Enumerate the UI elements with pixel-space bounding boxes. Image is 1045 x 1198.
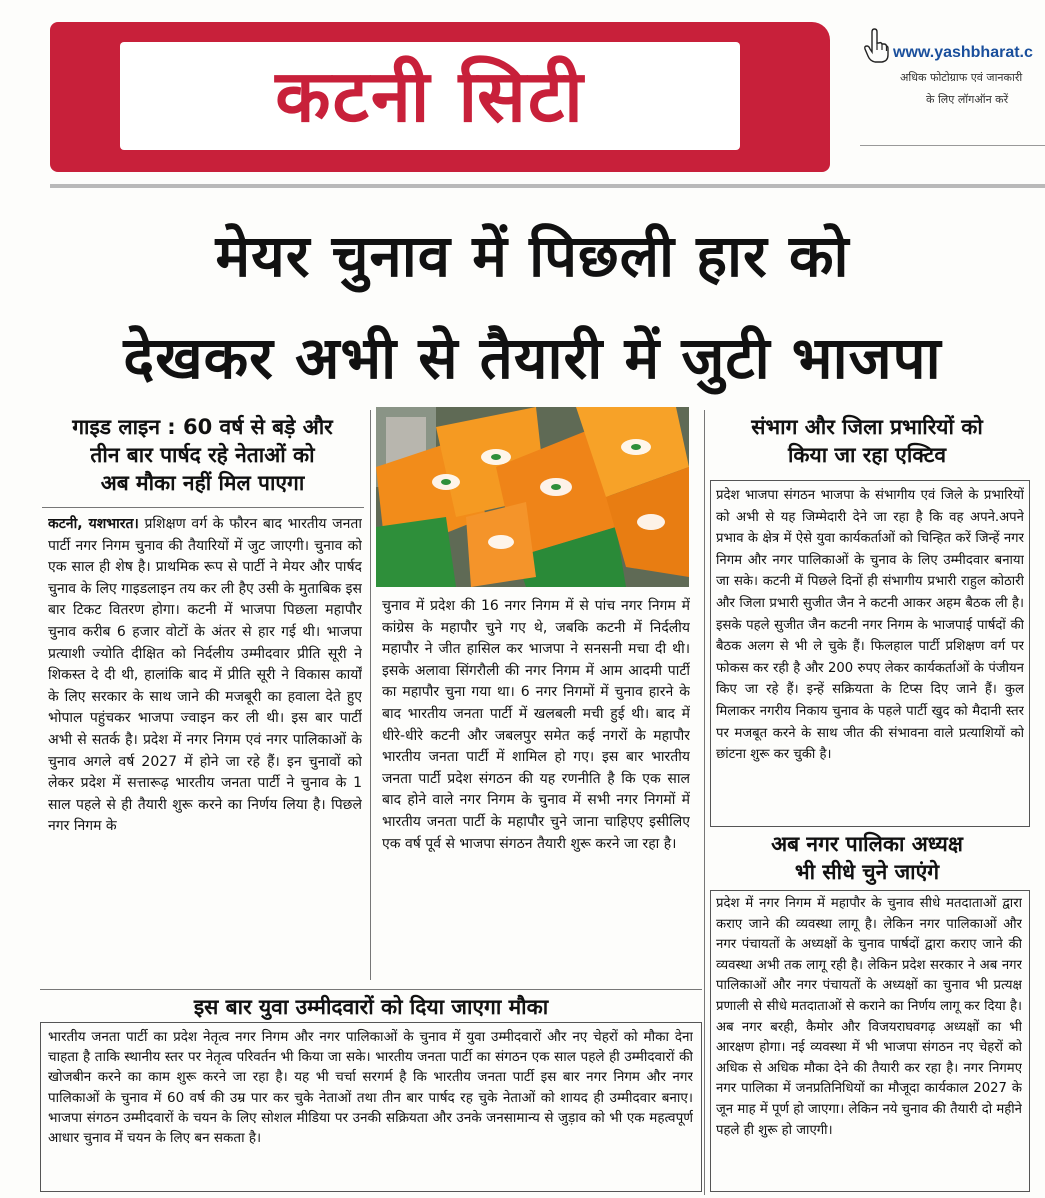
- website-link[interactable]: www.yashbharat.c: [893, 44, 1033, 61]
- left-article-body: [48, 514, 362, 979]
- website-note-line1: अधिक फोटोग्राफ एवं जानकारी: [900, 71, 1023, 84]
- bottom-box-top-rule: [40, 989, 702, 990]
- hand-pointer-icon: [862, 28, 890, 64]
- left-subheading: [40, 413, 365, 497]
- middle-article-body: चुनाव में प्रदेश की 16 नगर निगम में से पांच नगर निगम में कांग्रेस के महापौर चुने गए थे, जबकि कटनी में निर्दलीय महापौर ने जीत हासिल कर भाजपा ने सनसनी मचा दी थी। इसके अलावा सिंगरौली की नगर निगम में आम आदमी पार्टी का महापौर चुना गया था। 6 नगर निगमों में चुनाव हारने के बाद भारतीय जनता पार्टी में खलबली मची हुई थी। बाद में धीरे-धीरे कटनी और जबलपुर समेत कई नगरों के महापौर भारतीय जनता पार्टी में शामिल हो गए। इस बार भारतीय जनता पार्टी प्रदेश संगठन की यह रणनीति है कि एक साल बाद होने वाले नगर निगम के चुनाव में सभी नगर निगमों में भारतीय जनता पार्टी के महापौर चुने जाना चाहिएए इसीलिए एक वर्ष पूर्व से भाजपा संगठन तैयारी शुरू करने जा रहा है।: [382, 598, 690, 852]
- left-body-text: प्रशिक्षण वर्ग के फौरन बाद भारतीय जनता पार्टी नगर निगम चुनाव की तैयारियों में जुट जाएगी। चुनाव को एक साल ही शेष है। प्राथमिक रूप से पार्टी ने मेयर और पार्षद चुनाव के लिए गाइडलाइन तय कर ली हैए उसी के मुताबिक इस बार टिकट वितरण होगा। कटनी में भाजपा पिछला महापौर चुनाव करीब 6 हजार वोटों के अंतर से हार गई थी। भाजपा प्रत्याशी ज्योति दीक्षित को निर्दलीय उम्मीदवार प्रीति सूरी ने शिकस्त दे दी थी, हालांकि बाद में प्रीति सूरी ने विकास कार्यों के लिए सरकार के साथ जाने की मजबूरी का हवाला देते हुए भोपाल पहुंचकर भाजपा ज्वाइन कर ली थी। इस बार पार्टी अभी से सतर्क है। प्रदेश में नगर निगम एवं नगर पालिकाओं के चुनाव अगले वर्ष 2027 में होने जा रहे हैं। इन चुनावों को लेकर प्रदेश में सत्तारूढ़ भारतीय जनता पार्टी ने चुनाव के 1 साल पहले से ही तैयारी शुरू करने का निर्णय लिया है। पिछले नगर निगम के: [48, 516, 362, 835]
- right-article-body-2: प्रदेश में नगर निगम में महापौर के चुनाव सीधे मतदाताओं द्वारा कराए जाने की व्यवस्था लागू है। लेकिन नगर पालिकाओं और नगर पंचायतों के अध्यक्षों के चुनाव पार्षदों द्वारा कराए जाने की व्यवस्था अभी तक लागू रही है। लेकिन प्रदेश सरकार ने अब नगर पालिकाओं और नगर पंचायतों के अध्यक्षों का चुनाव भी प्रत्यक्ष प्रणाली से सीधे मतदाताओं से कराने का निर्णय लागू कर दिया है। अब नगर बरही, कैमोर और विजयराघवगढ़ अध्यक्षों का भी आरक्षण होगा। नई व्यवस्था में भी भाजपा संगठन नए चेहरों को अधिक से अधिक मौका देने की तैयारी कर रहा है। नगर निगमए नगर पालिका में जनप्रतिनिधियों का मौजूदा कार्यकाल 2027 के जून माह में पूर्ण हो जाएगा। लेकिन नये चुनाव की तैयारी दो महीने पहले ही शुरू हो जाएगी।: [716, 896, 1022, 1138]
- column-divider-2: [704, 410, 705, 1195]
- dateline: कटनी, यशभारत।: [48, 516, 139, 532]
- right-subheading-1-line2: किया जा रहा एक्टिव: [787, 443, 947, 467]
- right-subheading-2: [712, 830, 1022, 886]
- website-note-line2: के लिए लॉगऑन करें: [926, 93, 1009, 106]
- main-headline: [30, 205, 1035, 409]
- headline-line1: मेयर चुनाव में पिछली हार को: [215, 222, 850, 290]
- bottom-box-body: भारतीय जनता पार्टी का प्रदेश नेतृत्व नगर निगम और नगर पालिकाओं के चुनाव में युवा उम्मीदवारों और नए चेहरों को मौका देना चाहता है ताकि स्थानीय स्तर पर नेतृत्व परिवर्तन भी किया जा सके। भारतीय जनता पार्टी का संगठन एक साल पहले ही उम्मीदवारों की खोजबीन करने का काम शुरू करने जा रहा है। यह भी चर्चा सरगर्म है कि भारतीय जनता पार्टी इस बार नगर निगम और नगर पालिकाओं के चुनाव में 60 वर्ष की उम्र पार कर चुके नेताओं तथा तीन बार पार्षद रह चुके नेताओं को शायद ही उम्मीदवार बनाए। भाजपा संगठन उम्मीदवारों के चयन के लिए सोशल मीडिया पर उनकी सक्रियता और उनके जनसामान्य से जुड़ाव को भी एक महत्वपूर्ण आधार चुनाव में चयन के लिए बन सकता है।: [48, 1029, 693, 1147]
- right-subheading-2-line1: अब नगर पालिका अध्यक्ष: [771, 832, 963, 856]
- left-subheading-line3: अब मौका नहीं मिल पाएगा: [100, 471, 305, 495]
- right-subheading-2-line2: भी सीधे चुने जाएंगे: [794, 860, 940, 884]
- left-subheading-line1: गाइड लाइन : 60 वर्ष से बड़े और: [72, 415, 333, 439]
- left-subheading-line2: तीन बार पार्षद रहे नेताओं को: [90, 443, 315, 467]
- right-subheading-1: [712, 413, 1022, 469]
- masthead-side-rule: [860, 145, 1045, 146]
- right-article-body-1: प्रदेश भाजपा संगठन भाजपा के संभागीय एवं जिले के प्रभारियों को अभी से यह जिम्मेदारी देने जा रहा है कि वह अपने.अपने प्रभाव के क्षेत्र में ऐसे युवा कार्यकर्ताओं को चिन्हित करें जिन्हें नगर निगम और नगर पालिकाओं के चुनाव के लिए उम्मीदवार बनाया जा सके। कटनी में पिछले दिनों ही संभागीय प्रभारी राहुल कोठारी और जिला प्रभारी सुजीत जैन ने कटनी आकर अहम बैठक ली है। इसके पहले सुजीत जैन कटनी नगर निगम के भाजपाई पार्षदों की बैठक अलग से भी ले चुके हैं। फिलहाल पार्टी प्रशिक्षण वर्ग पर फोकस कर रही है और 200 रुपए लेकर कार्यकर्ताओं के पंजीयन किए जा रहे हैं। इन्हें सक्रियता के टिप्स दिए जाने हैं। कुल मिलाकर नगरीय निकाय चुनाव के पहले पार्टी खुद को मैदानी स्तर पर मजबूत करने के साथ जीत की संभावना वाले प्रत्याशियों को छांटना शुरू कर चुकी है।: [716, 488, 1024, 763]
- masthead-banner: [50, 22, 830, 172]
- section-title: कटनी सिटी: [120, 42, 740, 150]
- right-subheading-1-line1: संभाग और जिला प्रभारियों को: [751, 415, 983, 439]
- left-heading-rule: [42, 507, 364, 508]
- masthead-rule: [50, 184, 1045, 188]
- headline-line2: देखकर अभी से तैयारी में जुटी भाजपा: [123, 324, 942, 392]
- column-divider-1: [370, 410, 371, 980]
- bottom-box-heading: इस बार युवा उम्मीदवारों को दिया जाएगा मौका: [193, 995, 549, 1019]
- bjp-flags-photo: [376, 407, 689, 587]
